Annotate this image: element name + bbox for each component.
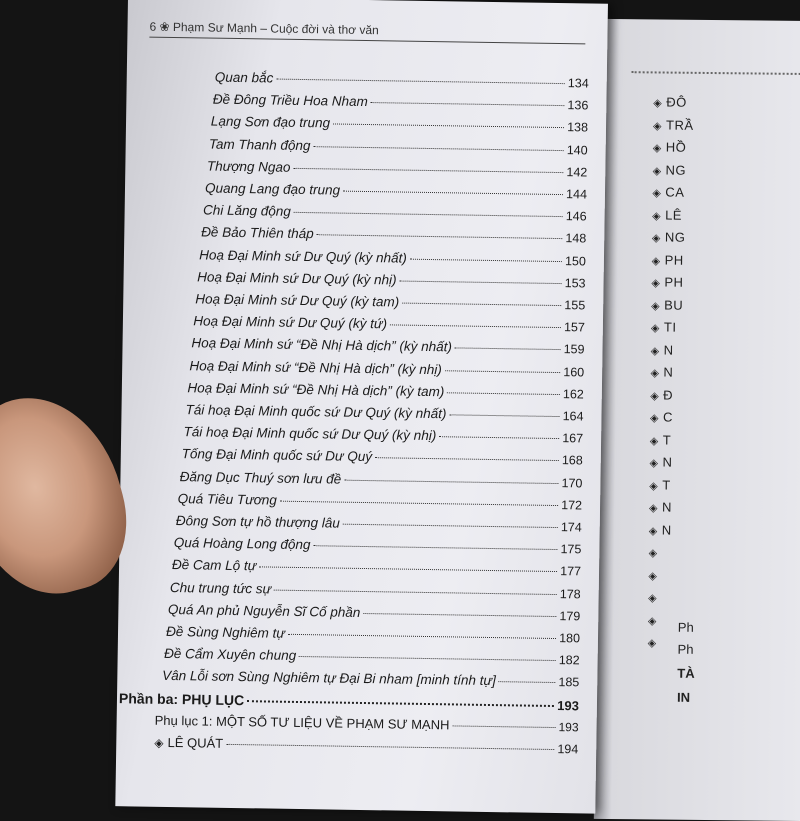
toc-entry-title: Đề Sùng Nghiêm tự (165, 623, 286, 641)
adjacent-page-entry: ◈ N (650, 342, 674, 358)
toc-entry-title: Hoạ Đại Minh sứ “Đề Nhị Hà dịch” (kỳ tam) (187, 380, 445, 400)
dot-leader (313, 146, 563, 151)
dot-leader (439, 436, 559, 439)
diamond-bullet-icon: ◈ (653, 97, 663, 110)
dot-leader (344, 479, 558, 483)
adjacent-page-entry: ◈ N (650, 364, 674, 380)
toc-entry-title: Quá Tiêu Tương (177, 490, 277, 508)
dot-leader (400, 280, 562, 284)
adjacent-page-entry: ◈ N (649, 454, 673, 470)
diamond-bullet-icon: ◈ (649, 502, 659, 515)
diamond-bullet-icon: ◈ (647, 614, 657, 627)
adjacent-page-entry: ◈ LÊ (652, 207, 683, 223)
adjacent-page-entry: ◈ CA (652, 184, 685, 200)
adjacent-page-entry (648, 612, 661, 627)
dot-leader (247, 700, 554, 707)
diamond-bullet-icon: ◈ (649, 479, 659, 492)
toc-entry-title: LÊ QUÁT (167, 734, 224, 751)
toc-page-number: 159 (563, 342, 585, 357)
adjacent-page-entry (648, 567, 661, 582)
toc-entry-title: Hoạ Đại Minh sứ “Đề Nhị Hà dịch” (kỳ nhất) (191, 335, 453, 355)
toc-page-number: 193 (558, 719, 579, 735)
toc-entry-title: Vân Lỗi sơn Sùng Nghiêm tự Đại Bi nham [minh tính tự] (162, 668, 496, 689)
toc-page-number: 178 (559, 586, 581, 602)
dot-leader (343, 191, 563, 195)
adjacent-page-entry: ◈ N (649, 499, 673, 515)
adjacent-page-entry: ◈ HỒ (652, 139, 687, 155)
adjacent-page-entry: ◈ NG (652, 162, 687, 178)
toc-page-number: 168 (561, 453, 583, 468)
dot-leader (402, 303, 561, 307)
dot-leader (313, 545, 557, 550)
adjacent-page-entry: ◈ T (649, 432, 672, 448)
toc-page (115, 0, 608, 814)
dot-leader (317, 235, 563, 240)
dot-leader (343, 524, 558, 528)
toc-page-number: 134 (567, 76, 589, 91)
dot-leader (274, 589, 557, 594)
adjacent-page-rule (632, 71, 800, 75)
diamond-bullet-icon: ◈ (649, 434, 659, 447)
toc-entry-title: Đề Cam Lộ tự (171, 557, 257, 574)
dot-leader (276, 79, 565, 85)
adjacent-page-entry: ◈ PH (651, 274, 684, 290)
adjacent-page-entry (648, 634, 661, 649)
diamond-bullet-icon: ◈ (652, 164, 662, 177)
diamond-bullet-icon: ◈ (650, 367, 660, 380)
toc-page-number: 148 (565, 231, 587, 246)
dot-leader (410, 258, 562, 261)
toc-page-number: 194 (557, 742, 579, 757)
toc-row (154, 735, 578, 762)
toc-page-number: 164 (562, 409, 584, 424)
toc-entry-title: Hoạ Đại Minh sứ Dư Quý (kỳ nhị) (197, 269, 397, 288)
dot-leader (293, 168, 563, 173)
toc-entry-title: Quan bắc (214, 69, 274, 86)
running-header: 6 ❀ Phạm Sư Mạnh – Cuộc đời và thơ văn (149, 19, 379, 38)
header-rule (149, 37, 585, 45)
toc-entry-title: Hoạ Đại Minh sứ Dư Quý (kỳ nhất) (199, 246, 407, 266)
diamond-bullet-icon: ◈ (650, 322, 660, 335)
toc-page-number: 174 (560, 520, 582, 535)
toc-entry-title: Quá An phủ Nguyễn Sĩ Cố phần (167, 601, 361, 620)
dot-leader (259, 567, 557, 573)
diamond-bullet-icon: ◈ (652, 209, 662, 222)
diamond-bullet-icon: ◈ (647, 637, 657, 650)
diamond-bullet-icon: ◈ (652, 187, 662, 200)
dot-leader (288, 634, 556, 639)
toc-page-number: 167 (562, 431, 584, 446)
adjacent-page-entry: ◈ TI (650, 319, 677, 335)
adjacent-page-entry: ◈ N (648, 522, 672, 538)
adjacent-page-heading: TÀ (677, 665, 695, 681)
toc-entry-title: Phụ lục 1: MỘT SỐ TƯ LIỆU VỀ PHẠM SƯ MẠNH (154, 712, 450, 733)
toc-page-number: 146 (565, 209, 587, 224)
toc-page-number: 162 (562, 386, 584, 402)
toc-page-number: 172 (561, 497, 583, 513)
adjacent-page-entry: ◈ TRẦ (653, 117, 694, 133)
toc-page-number: 155 (564, 298, 586, 313)
dot-leader (299, 656, 556, 661)
toc-page-number: 138 (567, 120, 589, 135)
adjacent-page-entry: ◈ C (649, 409, 673, 425)
dot-leader (363, 613, 556, 617)
diamond-bullet-icon: ◈ (649, 457, 659, 470)
diamond-bullet-icon: ◈ (651, 277, 661, 290)
diamond-bullet-icon: ◈ (648, 592, 658, 605)
dot-leader (445, 370, 561, 373)
dot-leader (294, 212, 563, 217)
toc-entry-title: Hoạ Đại Minh sứ Dư Quý (kỳ tứ) (193, 313, 388, 332)
toc-entry-title: Thượng Ngao (206, 158, 291, 175)
toc-entry-title: Hoạ Đại Minh sứ Dư Quý (kỳ tam) (195, 291, 400, 310)
toc-row (213, 92, 589, 118)
adjacent-page-entry (648, 589, 661, 604)
dot-leader (452, 725, 555, 728)
adjacent-page (594, 19, 800, 821)
dot-leader (449, 414, 559, 417)
toc-entry-title: Chi Lăng động (202, 202, 292, 220)
toc-entry-title: Hoạ Đại Minh sứ “Đề Nhị Hà dịch” (kỳ nhị) (189, 357, 442, 377)
toc-page-number: 157 (563, 320, 585, 335)
toc-row (207, 158, 588, 184)
toc-page-number: 177 (560, 564, 582, 579)
toc-page-number: 193 (557, 697, 580, 713)
toc-page-number: 160 (563, 364, 585, 380)
diamond-bullet-icon: ◈ (649, 412, 660, 425)
adjacent-page-text: Ph (677, 641, 694, 657)
toc-entry-title: Tái hoạ Đại Minh quốc sứ Dư Quý (kỳ nhất) (185, 402, 447, 422)
toc-page-number: 175 (560, 542, 582, 557)
adjacent-page-entry: ◈ T (649, 477, 671, 493)
diamond-bullet-icon: ◈ (648, 547, 658, 560)
toc-entry-title: Quá Hoàng Long động (173, 535, 311, 553)
toc-page-number: 140 (566, 142, 588, 158)
diamond-bullet-icon: ◈ (651, 254, 661, 267)
dot-leader (447, 392, 560, 395)
adjacent-page-entry: ◈ BU (651, 297, 684, 313)
adjacent-page-entry (649, 544, 662, 559)
dot-leader (390, 325, 561, 329)
dot-leader (371, 102, 565, 106)
toc-page-number: 180 (559, 631, 581, 646)
toc-entry-title: Đăng Dục Thuý sơn lưu đề (179, 468, 342, 487)
diamond-bullet-icon: ◈ (653, 119, 663, 133)
toc-entry-title: Chu trung tức sự (169, 579, 272, 597)
toc-entry-title: Đông Sơn tự hồ thượng lâu (175, 513, 340, 531)
toc-page-number: 185 (558, 675, 580, 690)
diamond-bullet-icon: ◈ (651, 232, 661, 245)
toc-page-number: 170 (561, 475, 583, 491)
toc-entry-title: Tam Thanh động (208, 136, 311, 153)
dot-leader (280, 500, 558, 505)
diamond-bullet-icon: ◈ (648, 524, 658, 537)
toc-entry-title: Đề Đông Triều Hoa Nham (212, 91, 368, 110)
adjacent-page-entry: ◈ NG (651, 229, 686, 245)
toc-page-number: 142 (566, 164, 588, 180)
toc-entry-title: Tái hoạ Đại Minh quốc sứ Dư Quý (kỳ nhị) (183, 424, 437, 444)
toc-row (205, 180, 587, 206)
diamond-bullet-icon: ◈ (651, 299, 661, 312)
dot-leader (375, 458, 559, 462)
toc-entry-title: Đề Bảo Thiên tháp (201, 224, 314, 242)
toc-row (211, 114, 588, 140)
dot-leader (333, 124, 564, 129)
toc-entry-title: Phần ba: PHỤ LỤC (118, 689, 245, 708)
toc-page-number: 182 (558, 653, 580, 668)
adjacent-page-text: Ph (677, 619, 694, 635)
dot-leader (226, 744, 554, 750)
toc-entry-title: Đề Cẩm Xuyên chung (163, 646, 297, 664)
adjacent-page-heading: IN (677, 689, 691, 705)
diamond-bullet-icon: ◈ (650, 389, 660, 402)
toc-entry-title: Lạng Sơn đạo trung (210, 113, 331, 131)
diamond-bullet-icon: ◈ (648, 569, 658, 582)
toc-page-number: 136 (567, 98, 589, 113)
diamond-bullet-icon: ◈ (154, 735, 164, 750)
toc-page-number: 150 (564, 253, 587, 269)
toc-page-number: 179 (559, 608, 581, 624)
toc-row (215, 70, 589, 96)
adjacent-page-entry: ◈ Đ (650, 387, 674, 403)
adjacent-page-entry: ◈ ĐÔ (653, 94, 687, 110)
toc-row (209, 136, 588, 162)
toc-page-number: 153 (564, 275, 586, 291)
adjacent-page-entry: ◈ PH (651, 252, 684, 268)
diamond-bullet-icon: ◈ (650, 344, 660, 357)
diamond-bullet-icon: ◈ (652, 142, 662, 155)
toc-entry-title: Quang Lang đạo trung (204, 180, 341, 198)
dot-leader (455, 348, 561, 351)
dot-leader (499, 682, 556, 684)
toc-page-number: 144 (566, 187, 588, 202)
toc-entry-title: Tống Đại Minh quốc sứ Dư Quý (181, 446, 373, 465)
